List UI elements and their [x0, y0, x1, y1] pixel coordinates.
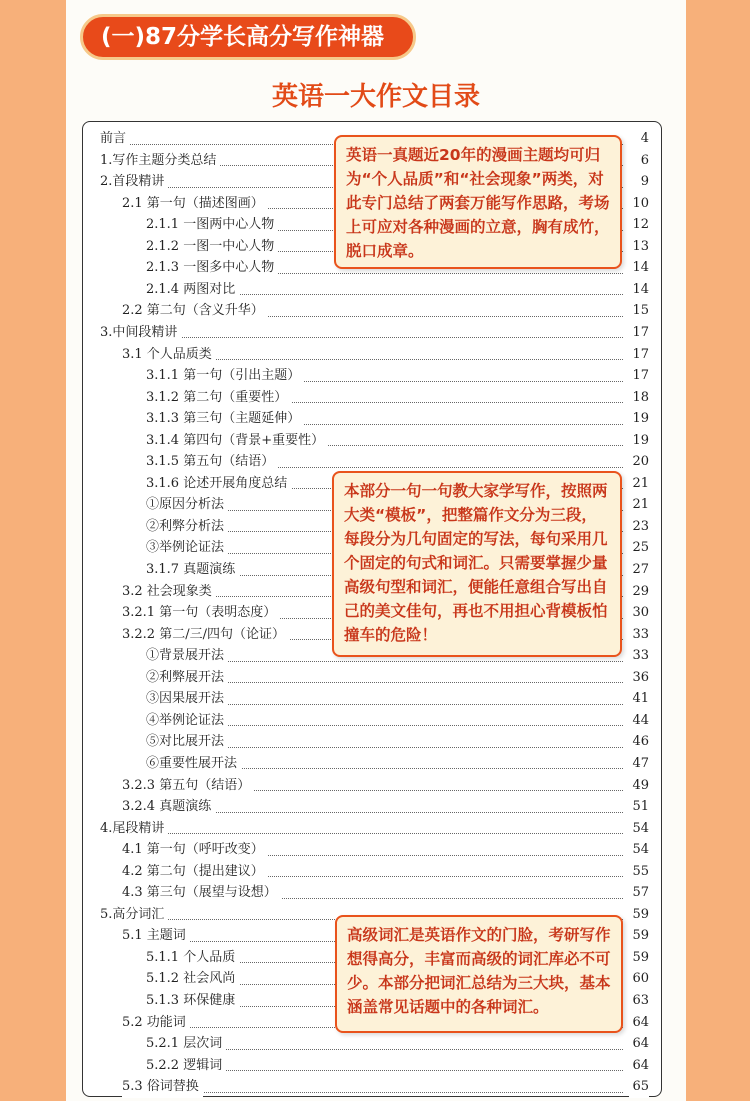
- toc-page-number: 12: [629, 214, 649, 236]
- toc-label: 3.中间段精讲: [100, 322, 181, 344]
- toc-label: ②利弊分析法: [146, 516, 228, 538]
- toc-page-number: 33: [629, 645, 649, 667]
- toc-label: 2.首段精讲: [100, 171, 168, 193]
- toc-label: 5.2.2 逻辑词: [146, 1055, 226, 1077]
- toc-page-number: 63: [629, 990, 649, 1012]
- toc-dot-leader: [132, 1070, 623, 1093]
- toc-label: 3.1.6 论述开展角度总结: [146, 473, 291, 495]
- toc-page-number: 44: [629, 710, 649, 732]
- toc-page-number: 41: [629, 688, 649, 710]
- toc-page-number: 30: [629, 602, 649, 624]
- toc-page-number: 15: [629, 300, 649, 322]
- toc-label: ②利弊展开法: [146, 667, 228, 689]
- toc-page-number: 59: [629, 947, 649, 969]
- toc-page-number: 17: [629, 365, 649, 387]
- toc-page-number: 4: [638, 128, 649, 150]
- toc-page-number: 54: [629, 839, 649, 861]
- toc-label: ③因果展开法: [146, 688, 228, 710]
- toc-label: ⑥重要性展开法: [146, 753, 241, 775]
- toc-label: 2.1.1 一图两中心人物: [146, 214, 278, 236]
- toc-label: 2.1.2 一图一中心人物: [146, 236, 278, 258]
- toc-page-number: 23: [629, 516, 649, 538]
- toc-label: 5.高分词汇: [100, 904, 168, 926]
- toc-page-number: 64: [629, 1055, 649, 1077]
- toc-page-number: 55: [629, 861, 649, 883]
- toc-page-number: 27: [629, 559, 649, 581]
- toc-label: 3.1.3 第三句（主题延伸）: [146, 408, 304, 430]
- toc-label: 5.1 主题词: [122, 925, 190, 947]
- toc-page-number: 64: [629, 1012, 649, 1034]
- toc-page-number: 60: [629, 968, 649, 990]
- toc-dot-leader: [110, 812, 623, 835]
- toc-label: ⑤对比展开法: [146, 731, 228, 753]
- toc-label: 2.2 第二句（含义升华）: [122, 300, 268, 322]
- toc-page-number: 64: [629, 1033, 649, 1055]
- toc-page-number: 65: [629, 1076, 649, 1098]
- toc-page-number: 9: [638, 171, 649, 193]
- toc-label: 5.1.1 个人品质: [146, 947, 239, 969]
- toc-page-number: 6: [638, 150, 649, 172]
- toc-label: 3.1.5 第五句（结语）: [146, 451, 278, 473]
- toc-label: 3.2.3 第五句（结语）: [122, 775, 254, 797]
- toc-page-number: 17: [629, 322, 649, 344]
- callout-paragraphs: 本部分一句一句教大家学写作，按照两大类“模板”，把整篇作文分为三段，每段分为几句固定的写法，每句采用几个固定的句式和词汇。只需要掌握少量高级句型和词汇，便能任意组合写出自己的美文佳句，再也不用担心背模板怕撞车的危险！: [332, 471, 622, 657]
- toc-label: 3.1.2 第二句（重要性）: [146, 387, 291, 409]
- toc-label: ③举例论证法: [146, 537, 228, 559]
- toc-page-number: 17: [629, 344, 649, 366]
- callout-topics: 英语一真题近20年的漫画主题均可归为“个人品质”和“社会现象”两类，对此专门总结了两套万能写作思路，考场上可应对各种漫画的立意，胸有成竹，脱口成章。: [334, 135, 622, 269]
- toc-label: 2.1 第一句（描述图画）: [122, 193, 268, 215]
- toc-label: 3.2.1 第一句（表明态度）: [122, 602, 280, 624]
- toc-page-number: 36: [629, 667, 649, 689]
- toc-page-number: 19: [629, 430, 649, 452]
- toc-page-number: 14: [629, 257, 649, 279]
- toc-label: ①原因分析法: [146, 494, 228, 516]
- toc-label: 3.1.7 真题演练: [146, 559, 239, 581]
- toc-page-number: 18: [629, 387, 649, 409]
- toc-page-number: 49: [629, 775, 649, 797]
- toc-page-number: 21: [629, 473, 649, 495]
- toc-label: 5.1.2 社会风尚: [146, 968, 239, 990]
- toc-page-number: 14: [629, 279, 649, 301]
- toc-label: ①背景展开法: [146, 645, 228, 667]
- toc-page-number: 21: [629, 494, 649, 516]
- toc-page-number: 54: [629, 818, 649, 840]
- toc-label: 3.1 个人品质类: [122, 344, 216, 366]
- toc-page-number: 10: [629, 193, 649, 215]
- toc-label: 5.2.1 层次词: [146, 1033, 226, 1055]
- toc-label: 4.1 第一句（呼吁改变）: [122, 839, 268, 861]
- toc-label: 2.1.4 两图对比: [146, 279, 239, 301]
- toc-page-number: 19: [629, 408, 649, 430]
- toc-page-number: 57: [629, 882, 649, 904]
- toc-label: 5.1.3 环保健康: [146, 990, 239, 1012]
- toc-label: 3.2.4 真题演练: [122, 796, 215, 818]
- toc-label: ④举例论证法: [146, 710, 228, 732]
- page-title: 英语一大作文目录: [271, 82, 480, 112]
- toc-page-number: 59: [629, 904, 649, 926]
- toc-page-number: 46: [629, 731, 649, 753]
- toc-label: 3.1.1 第一句（引出主题）: [146, 365, 304, 387]
- toc-label: 5.2 功能词: [122, 1012, 190, 1034]
- toc-label: 5.3 俗词替换: [122, 1076, 203, 1098]
- toc-page-number: 47: [629, 753, 649, 775]
- toc-label: 3.1.4 第四句（背景+重要性）: [146, 430, 328, 452]
- toc-page-number: 33: [629, 624, 649, 646]
- toc-label: 3.2.2 第二/三/四句（论证）: [122, 624, 289, 646]
- callout-vocabulary: 高级词汇是英语作文的门脸，考研写作想得高分，丰富而高级的词汇库必不可少。本部分把词汇总结为三大块，基本涵盖常见话题中的各种词汇。: [335, 915, 623, 1033]
- toc-page-number: 20: [629, 451, 649, 473]
- toc-label: 4.3 第三句（展望与设想）: [122, 882, 281, 904]
- toc-label: 4.2 第二句（提出建议）: [122, 861, 268, 883]
- toc-page-number: 13: [629, 236, 649, 258]
- toc-label: 2.1.3 一图多中心人物: [146, 257, 278, 279]
- toc-label: 4.尾段精讲: [100, 818, 168, 840]
- toc-page-number: 51: [629, 796, 649, 818]
- toc-label: 1.写作主题分类总结: [100, 150, 220, 172]
- toc-page-number: 59: [629, 925, 649, 947]
- toc-label: 3.2 社会现象类: [122, 581, 216, 603]
- toc-page-number: 25: [629, 537, 649, 559]
- toc-label: 前言: [100, 128, 130, 150]
- toc-row[interactable]: [83, 1076, 663, 1098]
- toc-page-number: 29: [629, 581, 649, 603]
- toc-dot-leader: [110, 316, 623, 339]
- section-badge: (一)87分学长高分写作神器: [80, 14, 416, 60]
